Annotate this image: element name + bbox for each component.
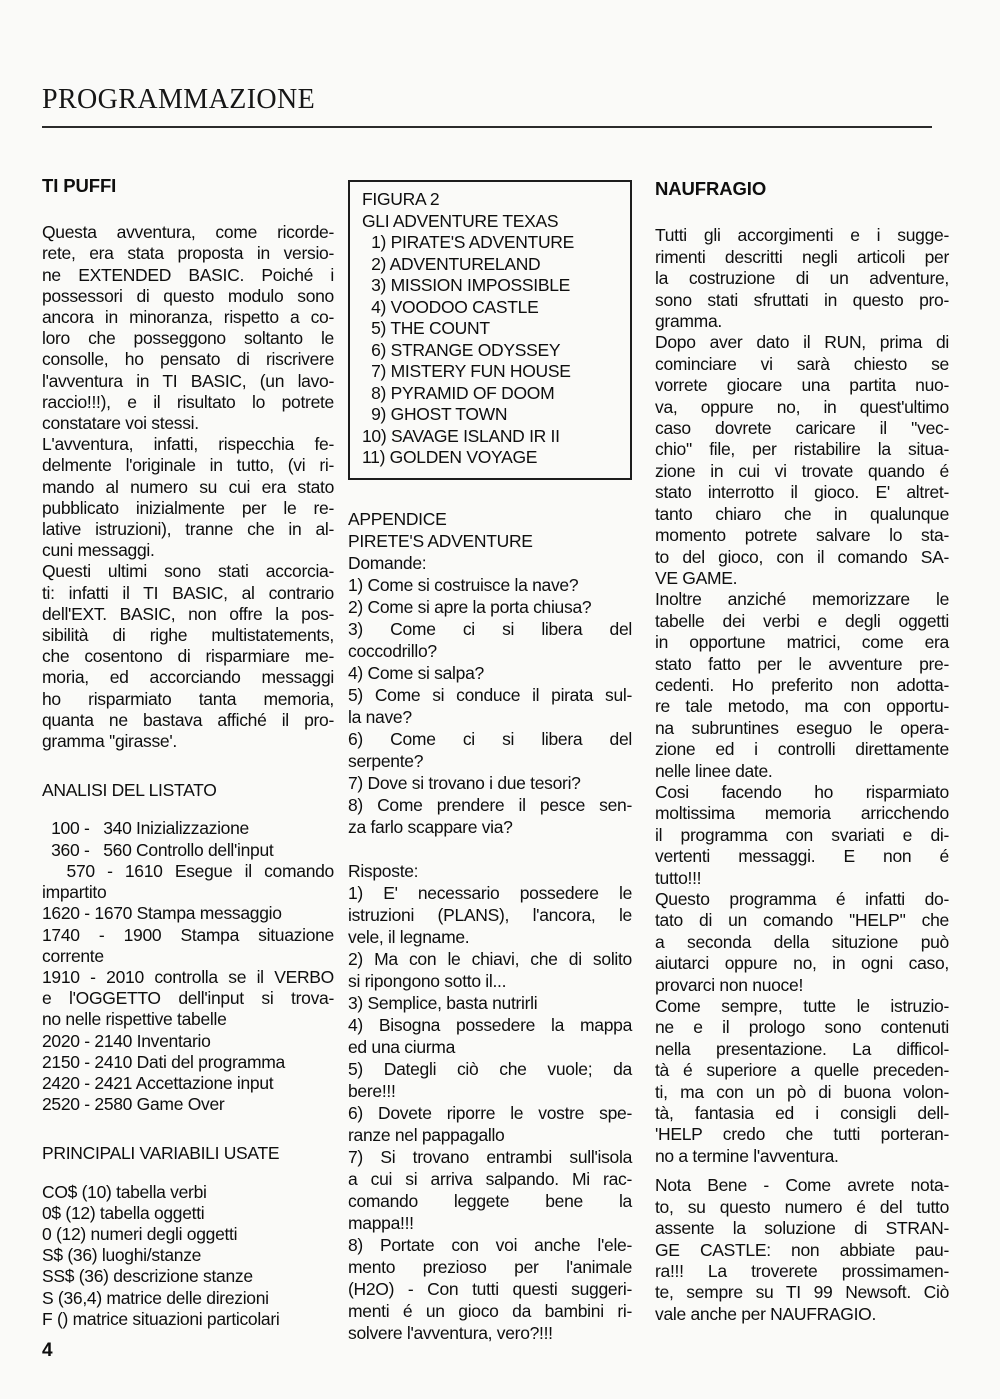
text-line: GE CASTLE: non abbiate pau- <box>655 1239 949 1260</box>
text-line: ranze nel pappagallo <box>348 1124 505 1145</box>
text-line: vertenti messaggi. E non é <box>655 846 949 867</box>
text-line: Tutti gli accorgimenti e i sugge- <box>655 225 949 246</box>
text-line: tabelle dei verbi e degli oggetti <box>655 610 949 631</box>
text-line: coccodrillo? <box>348 640 437 661</box>
text-line: ti: infatti il TI BASIC, al contrario <box>42 582 334 603</box>
text-line: CO$ (10) tabella verbi <box>42 1181 207 1202</box>
paragraph <box>655 996 949 1167</box>
text-line: in opportune matrici, come era <box>655 632 949 653</box>
answer <box>348 948 632 992</box>
text-line: 3) Semplice, basta nutrirli <box>348 992 538 1013</box>
text-line: comando leggete bene la <box>348 1190 632 1211</box>
paragraph <box>655 782 949 889</box>
article-title-naufragio: NAUFRAGIO <box>655 178 767 199</box>
text-line: 1) PIRATE'S ADVENTURE <box>362 232 574 252</box>
text-line: chio'' file, per ristabilire la situa- <box>655 439 949 460</box>
header-rule <box>42 126 932 128</box>
article-title-ti-puffi: TI PUFFI <box>42 175 117 196</box>
text-line: momento potrete salvare lo sta- <box>655 525 949 546</box>
text-line: S$ (36) luoghi/stanze <box>42 1245 202 1266</box>
text-line: to del gioco, con il comando SA- <box>655 546 949 567</box>
paragraph <box>655 1175 949 1325</box>
heading-analisi-del-listato: ANALISI DEL LISTATO <box>42 780 217 801</box>
answer <box>348 1102 632 1146</box>
text-line: Domande: <box>348 552 427 573</box>
text-line: mento prezioso per l'animale <box>348 1256 632 1277</box>
text-line: 11) GOLDEN VOYAGE <box>362 447 538 467</box>
text-line: va, oppure no, in quest'ultimo <box>655 396 949 417</box>
text-line: APPENDICE <box>348 508 447 529</box>
text-line: a cui si arriva salpando. Mi rac- <box>348 1168 632 1189</box>
text-line: PIRETE'S ADVENTURE <box>348 530 533 551</box>
text-line: re tale metodo, ma con opportu- <box>655 696 949 717</box>
listing-entry <box>42 1094 334 1115</box>
text-line: 1) Come si costruisce la nave? <box>348 574 579 595</box>
column-left <box>42 175 334 1330</box>
answer <box>348 992 632 1014</box>
text-line: nella presentazione. La difficol- <box>655 1038 949 1059</box>
paragraph <box>42 561 334 752</box>
paragraph <box>655 332 949 589</box>
text-line: 2520 - 2580 Game Over <box>42 1094 225 1115</box>
text-line: 3) MISSION IMPOSSIBLE <box>362 275 571 295</box>
text-line: pubblicato inizialmente per le re- <box>42 497 334 518</box>
text-line: menti é un gioco da bambini ri- <box>348 1300 632 1321</box>
text-line: lative istruzioni), tranne che in al- <box>42 519 334 540</box>
paragraph <box>655 225 949 332</box>
text-line: mappa!!! <box>348 1212 414 1233</box>
risposte-label <box>348 860 632 882</box>
column-middle <box>348 180 632 1344</box>
text-line: tato di un comando ''HELP'' che <box>655 910 949 931</box>
text-line: 4) Bisogna possedere la mappa <box>348 1014 632 1035</box>
text-line: zione ed i controlli direttamente <box>655 739 949 760</box>
question <box>348 728 632 772</box>
text-line: Questa avventura, come ricorde- <box>42 222 334 243</box>
text-line: 6) Come ci si libera del <box>348 728 632 749</box>
text-line: rimenti descritti negli articoli per <box>655 246 949 267</box>
question <box>348 772 632 794</box>
text-line: Questo programma é infatti do- <box>655 889 949 909</box>
heading-principali-variabili: PRINCIPALI VARIABILI USATE <box>42 1143 280 1164</box>
text-line: 7) MISTERY FUN HOUSE <box>362 361 571 381</box>
text-line: delmente l'originale in tutto, (vi ri- <box>42 455 334 476</box>
text-line: serpente? <box>348 750 424 771</box>
text-line: ed una ciurma <box>348 1036 455 1057</box>
text-line: Inoltre anziché memorizzare le <box>655 589 949 610</box>
text-line: e l'OGGETTO dell'input si trova- <box>42 988 334 1009</box>
text-line: caso dovrete caricare il ''vec- <box>655 418 949 439</box>
text-line: FIGURA 2 <box>362 189 440 209</box>
text-line: 9) GHOST TOWN <box>362 404 508 424</box>
answer <box>348 1146 632 1234</box>
text-line: possessori di questo modulo sono <box>42 285 334 306</box>
text-line: 8) Portate con voi anche l'ele- <box>348 1234 632 1255</box>
text-line: bere!!! <box>348 1080 396 1101</box>
text-line: nelle linee date. <box>655 760 773 781</box>
listing-entry <box>42 1052 334 1073</box>
text-line: vorrete giocare una partita nuo- <box>655 375 949 396</box>
text-line: vale anche per NAUFRAGIO. <box>655 1303 877 1324</box>
text-line: impartito <box>42 882 107 903</box>
answer <box>348 1234 632 1344</box>
text-line: 2420 - 2421 Accettazione input <box>42 1072 274 1093</box>
text-line: 2) Come si apre la porta chiusa? <box>348 596 592 617</box>
text-line: 7) Dove si trovano i due tesori? <box>348 772 581 793</box>
text-line: 1910 - 2010 controlla se il VERBO <box>42 966 334 987</box>
text-line: 4) Come si salpa? <box>348 662 484 683</box>
text-line: 5) Dategli ciò che vuole; da <box>348 1058 632 1079</box>
text-line: 100 - 340 Inizializzazione <box>42 818 249 839</box>
text-line: 8) PYRAMID OF DOOM <box>362 382 555 403</box>
text-line: ra!!! La troverete prossimamen- <box>655 1260 949 1281</box>
text-line: 1740 - 1900 Stampa situazione <box>42 924 334 945</box>
listing-entry <box>42 1073 334 1094</box>
text-line: 5) Come si conduce il pirata sul- <box>348 684 632 705</box>
paragraph <box>42 434 334 561</box>
variables-list <box>42 1182 334 1330</box>
question <box>348 618 632 662</box>
text-line: dell'EXT. BASIC, non offre la pos- <box>42 603 334 624</box>
text-line: si ripongono sotto il... <box>348 970 507 991</box>
text-line: assente la soluzione di STRAN- <box>655 1218 949 1239</box>
text-line: tanto chiaro che in qualunque <box>655 503 949 524</box>
text-line: vele, il legname. <box>348 926 470 947</box>
text-line: (H2O) - Con tutti questi suggeri- <box>348 1278 632 1299</box>
question <box>348 684 632 728</box>
text-line: che cosentono di risparmiare me- <box>42 646 334 667</box>
text-line: corrente <box>42 945 104 966</box>
text-line: 4) VOODOO CASTLE <box>362 296 539 317</box>
listing-entry <box>42 925 334 967</box>
text-line: 2) Ma con le chiavi, che di solito <box>348 948 632 969</box>
text-line: 3) Come ci si libera del <box>348 618 632 639</box>
answer <box>348 1058 632 1102</box>
text-line: sibilità di righe multistatements, <box>42 625 334 646</box>
question <box>348 662 632 684</box>
answer <box>348 882 632 948</box>
text-line: 1) E' necessario possedere le <box>348 882 632 903</box>
text-line: 0$ (12) tabella oggetti <box>42 1202 205 1223</box>
text-line: a seconda della situzione può <box>655 931 949 952</box>
paragraph <box>655 589 949 782</box>
text-line: tà, fantasia ed i consigli dell- <box>655 1103 949 1124</box>
listing-entry <box>42 967 334 1031</box>
text-line: 2) ADVENTURELAND <box>362 253 541 274</box>
text-line: ti, ma con un pò di buona volon- <box>655 1081 949 1102</box>
figure-2-box <box>348 180 632 480</box>
text-line: gramma. <box>655 311 722 332</box>
listing-entry <box>42 818 334 839</box>
text-line: consolle, ho pensato di riscrivere <box>42 349 334 370</box>
text-line: Nota Bene - Come avrete nota- <box>655 1175 949 1196</box>
question <box>348 794 632 838</box>
text-line: 6) STRANGE ODYSSEY <box>362 339 561 360</box>
text-line: ne e il prologo sono contenuti <box>655 1017 949 1038</box>
text-line: 6) Dovete riporre le vostre spe- <box>348 1102 632 1123</box>
text-line: cuni messaggi. <box>42 540 155 561</box>
text-line: na subruntines eseguo le opera- <box>655 717 949 738</box>
text-line: quanta ne bastava affiché il pro- <box>42 709 334 730</box>
text-line: 570 - 1610 Esegue il comando <box>42 860 334 881</box>
text-line: no a termine l'avventura. <box>655 1145 839 1166</box>
text-line: 8) Come prendere il pesce sen- <box>348 794 632 815</box>
listing-entry <box>42 1031 334 1052</box>
text-line: aiutarci oppure no, in ogni caso, <box>655 953 949 974</box>
text-line: cominciare vi sarà chiesto se <box>655 353 949 374</box>
text-line: 360 - 560 Controllo dell'input <box>42 839 274 860</box>
text-line: F () matrice situazioni particolari <box>42 1308 280 1329</box>
text-line: zione in cui vi trovate quando é <box>655 460 949 481</box>
page-header-title: PROGRAMMAZIONE <box>42 84 316 115</box>
text-line: 'HELP credo che tutti porteran- <box>655 1124 949 1145</box>
text-line: S (36,4) matrice delle direzioni <box>42 1287 269 1308</box>
listing-entry <box>42 840 334 861</box>
text-line: za farlo scappare via? <box>348 816 513 837</box>
text-line: stato fatto per le avventure pre- <box>655 653 949 674</box>
text-line: te, sempre su TI 99 Newsoft. Ciò <box>655 1282 949 1303</box>
question <box>348 574 632 596</box>
paragraph <box>42 222 334 434</box>
text-line: gramma ''girasse'. <box>42 731 177 752</box>
text-line: raccio!!!), e il risultato lo potrete <box>42 391 334 412</box>
text-line: solvere l'avventura, vero?!!! <box>348 1322 553 1343</box>
text-line: la nave? <box>348 706 412 727</box>
text-line: istruzioni (PLANS), l'ancora, le <box>348 904 632 925</box>
text-line: moria, ed accorciando messaggi <box>42 667 334 688</box>
text-line: ho risparmiato tanta memoria, <box>42 688 334 709</box>
text-line: moltissima memoria arricchendo <box>655 803 949 824</box>
text-line: 0 (12) numeri degli oggetti <box>42 1223 238 1244</box>
text-line: sono stati sfruttati in questo pro- <box>655 289 949 310</box>
text-line: to, su questo numero é del tutto <box>655 1196 949 1217</box>
appendice-heading-group <box>348 508 632 574</box>
text-line: 2150 - 2410 Dati del programma <box>42 1051 285 1072</box>
listing-entry <box>42 903 334 924</box>
text-line: VE GAME. <box>655 567 738 588</box>
paragraph <box>655 889 949 996</box>
text-line: constatare voi stessi. <box>42 413 199 434</box>
text-line: cedenti. Ho preferito non adotta- <box>655 674 949 695</box>
text-line: Cosi facendo ho risparmiato <box>655 781 949 802</box>
text-line: 7) Si trovano entrambi sull'isola <box>348 1146 632 1167</box>
text-line: provarci non nuoce! <box>655 974 804 995</box>
text-line: 5) THE COUNT <box>362 318 490 338</box>
text-line: no nelle rispettive tabelle <box>42 1009 227 1030</box>
text-line: la costruzione di un adventure, <box>655 268 949 289</box>
text-line: ne EXTENDED BASIC. Poiché i <box>42 264 334 285</box>
listing-entry <box>42 861 334 903</box>
question <box>348 596 632 618</box>
text-line: Questi ultimi sono stati accorcia- <box>42 561 334 582</box>
text-line: Risposte: <box>348 860 419 881</box>
text-line: mando al numero su cui era stato <box>42 476 334 497</box>
text-line: 10) SAVAGE ISLAND IR II <box>362 425 560 446</box>
text-line: SS$ (36) descrizione stanze <box>42 1266 253 1287</box>
text-line: L'avventura, infatti, rispecchia fe- <box>42 434 334 455</box>
text-line: tutto!!! <box>655 867 702 888</box>
text-line: GLI ADVENTURE TEXAS <box>362 210 559 231</box>
text-line: 2020 - 2140 Inventario <box>42 1030 211 1051</box>
text-line: tà é superiore a quelle preceden- <box>655 1060 949 1081</box>
text-line: stato interrotto il gioco. E' altret- <box>655 482 949 503</box>
text-line: loro che posseggono soltanto le <box>42 328 334 349</box>
answer <box>348 1014 632 1058</box>
column-right <box>655 178 949 1325</box>
page-number: 4 <box>42 1340 53 1361</box>
text-line: ancora in minoranza, rispetto a co- <box>42 307 334 328</box>
text-line: l'avventura in TI BASIC, (un lavo- <box>42 370 334 391</box>
text-line: rete, era stata proposta in versio- <box>42 243 334 264</box>
text-line: Come sempre, tutte le istruzio- <box>655 996 949 1017</box>
text-line: 1620 - 1670 Stampa messaggio <box>42 903 282 924</box>
text-line: il programma con svariati e di- <box>655 824 949 845</box>
text-line: Dopo aver dato il RUN, prima di <box>655 332 949 353</box>
